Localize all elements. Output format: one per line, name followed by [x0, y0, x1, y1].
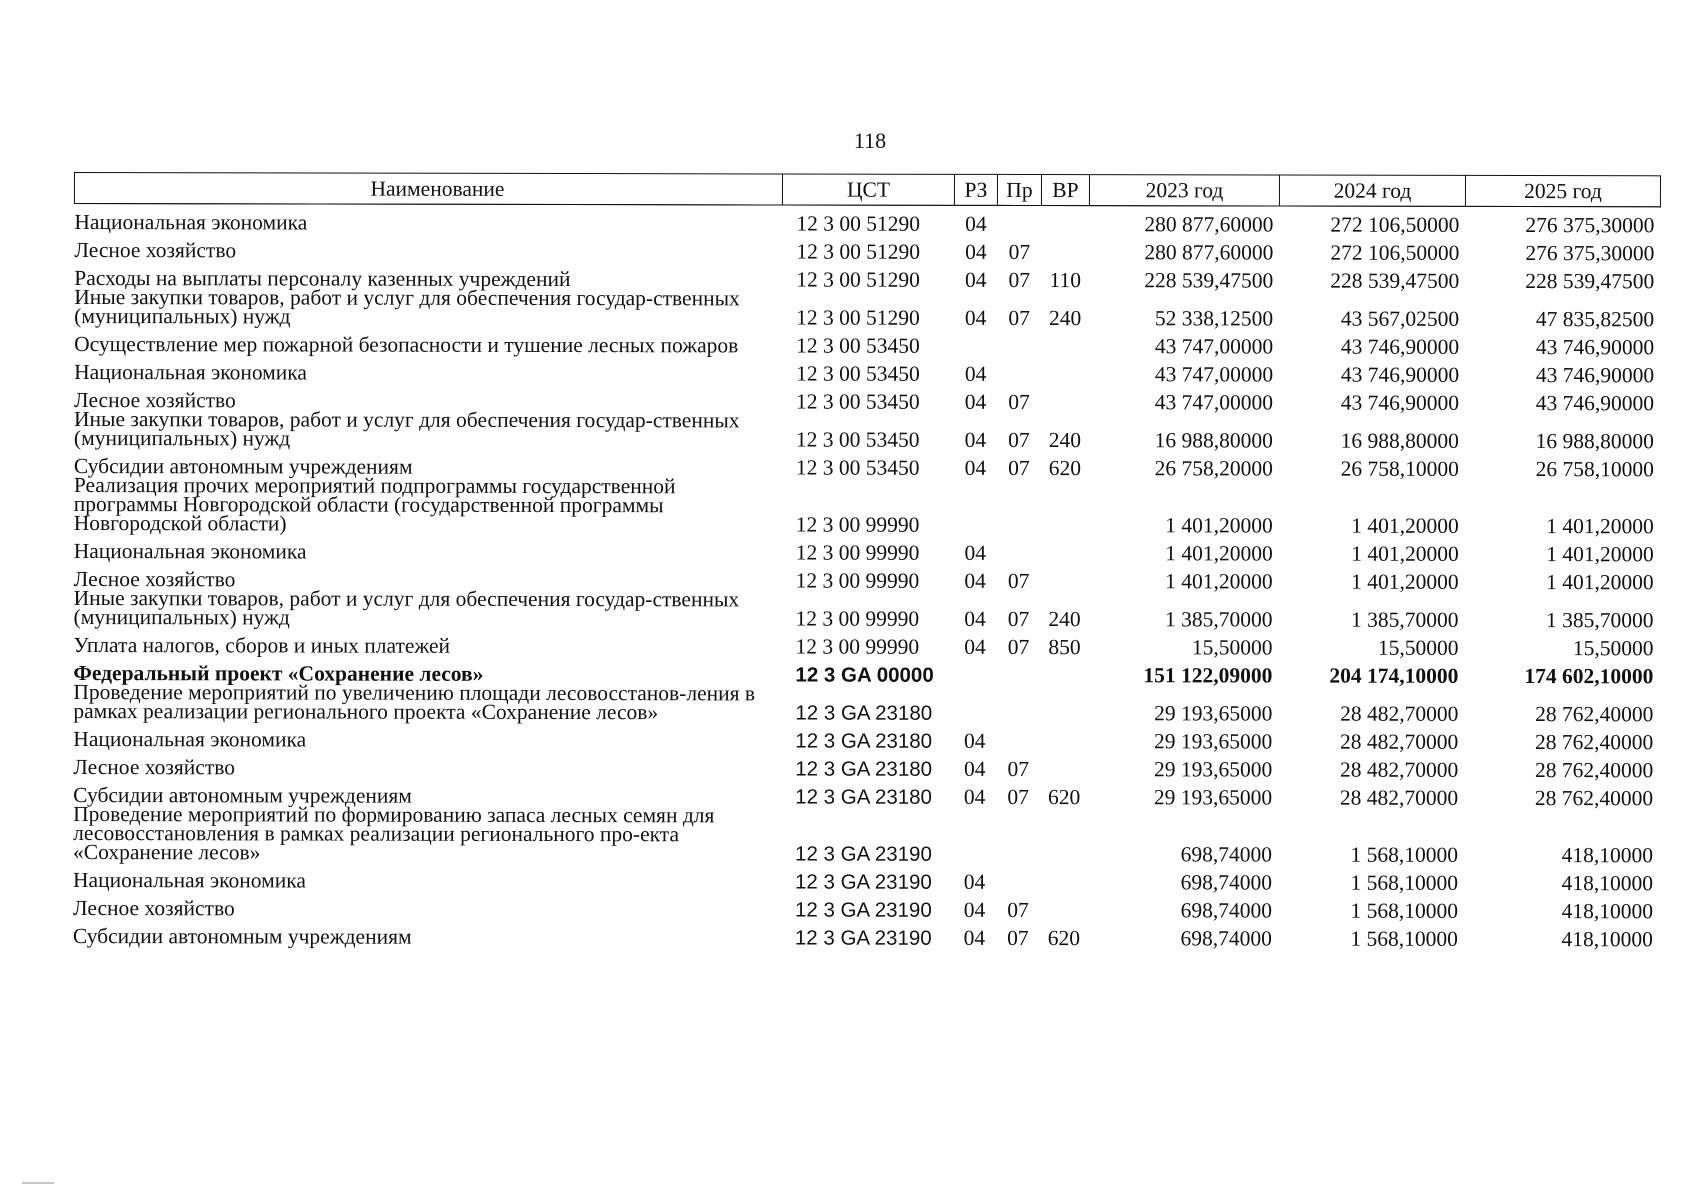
header-2024: 2024 год	[1279, 175, 1465, 206]
row-rz	[953, 685, 996, 723]
row-cst: 12 3 00 51290	[796, 305, 920, 330]
row-cst: 12 3 00 99990	[795, 512, 920, 537]
row-amount-2024: 28 482,70000	[1340, 701, 1459, 726]
row-amount-2023: 43 747,00000	[1154, 390, 1274, 415]
row-cst: 12 3 00 53450	[795, 455, 920, 480]
row-pr	[996, 723, 1040, 751]
row-amount-2025: 418,10000	[1561, 871, 1654, 896]
row-amount-2024: 1 401,20000	[1351, 513, 1459, 538]
row-vr	[1041, 206, 1089, 235]
row-pr	[997, 478, 1041, 535]
row-vr	[1041, 563, 1089, 591]
row-amount-2023: 698,74000	[1180, 898, 1272, 923]
row-cst: 12 3 GA 23190	[794, 926, 932, 950]
row-cst: 12 3 GA 23180	[795, 701, 933, 725]
row-cst: 12 3 00 99990	[795, 568, 920, 593]
row-amount-2023: 698,74000	[1180, 870, 1273, 895]
row-cst: 12 3 00 53450	[795, 427, 920, 452]
row-amount-2024: 26 758,10000	[1340, 456, 1459, 481]
row-rz: 04	[965, 267, 987, 292]
row-rz: 04	[964, 634, 986, 659]
row-amount-2025: 28 762,40000	[1535, 730, 1654, 755]
header-name: Наименование	[74, 173, 782, 205]
row-pr: 07	[1008, 389, 1030, 415]
row-amount-2023: 43 747,00000	[1154, 334, 1274, 359]
row-name: Федеральный проект «Сохранение лесов»	[73, 661, 484, 686]
row-amount-2024: 204 174,10000	[1329, 663, 1459, 688]
row-vr: 110	[1049, 268, 1082, 293]
row-amount-2024: 1 401,20000	[1351, 569, 1459, 594]
row-pr: 07	[1007, 897, 1029, 923]
row-amount-2025: 28 762,40000	[1534, 758, 1654, 783]
row-rz: 04	[964, 606, 986, 631]
page-number: 118	[853, 128, 887, 153]
row-vr: 850	[1048, 635, 1081, 660]
row-rz: 04	[963, 756, 986, 781]
row-pr: 07	[1007, 784, 1029, 810]
row-cst: 12 3 GA 23190	[794, 898, 932, 922]
row-amount-2024: 15,50000	[1377, 635, 1459, 660]
row-amount-2023: 1 401,20000	[1165, 541, 1273, 566]
row-cst: 12 3 00 99990	[795, 634, 920, 659]
row-pr	[996, 864, 1040, 892]
row-cst: 12 3 GA 23180	[795, 729, 933, 753]
row-amount-2023: 228 539,47500	[1144, 268, 1274, 293]
row-amount-2024: 43 746,90000	[1340, 362, 1460, 387]
table-row	[74, 589, 1660, 630]
row-name: Иные закупки товаров, работ и услуг для обеспечения государ-ственных (муниципальных) нужд	[73, 586, 740, 630]
header-cst: ЦСТ	[782, 174, 954, 205]
table-header	[74, 173, 1660, 207]
row-amount-2023: 29 193,65000	[1153, 757, 1273, 782]
row-pr	[996, 657, 1040, 685]
row-pr	[997, 535, 1041, 563]
row-amount-2023: 280 877,60000	[1144, 240, 1274, 265]
header-2023: 2023 год	[1089, 175, 1279, 206]
row-pr: 07	[1008, 267, 1031, 293]
row-name: Национальная экономика	[72, 867, 306, 893]
row-rz: 04	[965, 211, 987, 236]
row-pr	[997, 356, 1041, 384]
row-amount-2024: 272 106,50000	[1330, 240, 1460, 265]
row-name: Национальная экономика	[73, 726, 307, 752]
row-amount-2023: 1 385,70000	[1165, 607, 1273, 632]
row-vr: 240	[1048, 607, 1081, 632]
table-row	[74, 476, 1660, 536]
row-cst: 12 3 00 53450	[796, 333, 920, 358]
scan-artifact	[22, 1182, 54, 1184]
row-amount-2025: 418,10000	[1561, 899, 1653, 924]
row-amount-2025: 276 375,30000	[1525, 241, 1655, 266]
row-amount-2025: 43 746,90000	[1535, 363, 1655, 388]
row-amount-2024: 272 106,50000	[1330, 212, 1460, 237]
row-vr	[1040, 864, 1088, 892]
row-pr: 07	[1007, 606, 1030, 632]
row-amount-2025: 43 746,90000	[1535, 335, 1655, 360]
row-rz: 04	[964, 540, 986, 565]
row-amount-2024: 228 539,47500	[1330, 268, 1460, 293]
row-rz: 04	[963, 784, 986, 809]
row-amount-2024: 1 568,10000	[1350, 898, 1458, 923]
row-vr: 240	[1049, 306, 1082, 331]
table-row	[74, 288, 1660, 329]
row-cst: 12 3 00 99990	[795, 540, 920, 565]
row-amount-2023: 29 193,65000	[1154, 701, 1273, 726]
row-vr	[1040, 807, 1088, 864]
row-cst: 12 3 00 53450	[795, 389, 920, 414]
row-amount-2023: 280 877,60000	[1144, 212, 1274, 237]
row-vr: 620	[1048, 456, 1082, 481]
row-name: Проведение мероприятий по увеличению площади лесовосстанов-ления в рамках реализации регионального проекта «Сохранение лесов»	[73, 679, 756, 725]
row-amount-2024: 28 482,70000	[1339, 757, 1459, 782]
row-cst: 12 3 GA 00000	[795, 663, 934, 687]
row-name: Иные закупки товаров, работ и услуг для обеспечения государ-ственных (муниципальных) нужд	[73, 407, 740, 451]
row-name: Иные закупки товаров, работ и услуг для обеспечения государ-ственных (муниципальных) нужд	[74, 285, 740, 329]
row-amount-2025: 418,10000	[1561, 927, 1653, 952]
row-vr	[1040, 685, 1088, 723]
row-amount-2024: 1 568,10000	[1350, 870, 1459, 895]
row-amount-2023: 1 401,20000	[1165, 569, 1273, 594]
row-amount-2025: 28 762,40000	[1535, 702, 1654, 727]
row-amount-2023: 29 193,65000	[1154, 729, 1273, 754]
row-rz: 04	[963, 925, 986, 950]
table-row	[74, 410, 1660, 451]
row-name: Национальная экономика	[73, 539, 307, 564]
row-amount-2025: 1 401,20000	[1546, 514, 1654, 539]
row-cst: 12 3 00 53450	[796, 361, 920, 386]
row-amount-2023: 29 193,65000	[1153, 785, 1273, 810]
row-cst: 12 3 00 51290	[796, 267, 920, 292]
row-vr: 620	[1048, 785, 1081, 810]
row-amount-2025: 16 988,80000	[1535, 429, 1654, 454]
row-name: Лесное хозяйство	[72, 895, 235, 921]
row-pr	[996, 807, 1040, 864]
row-pr: 07	[1007, 634, 1030, 660]
row-name: Лесное хозяйство	[73, 754, 236, 780]
row-name: Уплата налогов, сборов и иных платежей	[73, 633, 451, 658]
row-pr: 07	[1007, 925, 1029, 951]
row-pr: 07	[1008, 427, 1030, 453]
row-amount-2024: 1 568,10000	[1350, 926, 1458, 951]
row-name: Лесное хозяйство	[73, 567, 236, 592]
row-amount-2023: 698,74000	[1180, 842, 1273, 867]
row-vr	[1041, 328, 1089, 356]
row-pr: 07	[1007, 568, 1030, 594]
row-amount-2025: 26 758,10000	[1535, 457, 1654, 482]
row-vr	[1040, 892, 1088, 920]
row-vr	[1041, 535, 1089, 563]
row-name: Лесное хозяйство	[73, 388, 236, 413]
row-name: Расходы на выплаты персоналу казенных учреждений	[74, 266, 571, 292]
row-cst: 12 3 GA 23180	[795, 785, 933, 809]
header-2025: 2025 год	[1465, 175, 1660, 206]
row-rz: 04	[964, 728, 986, 753]
row-vr: 240	[1048, 428, 1082, 453]
row-vr: 620	[1047, 926, 1081, 951]
row-name: Субсидии автономным учреждениям	[73, 782, 412, 808]
row-cst: 12 3 GA 23180	[795, 757, 933, 781]
row-amount-2024: 28 482,70000	[1340, 729, 1459, 754]
row-amount-2023: 151 122,09000	[1143, 663, 1273, 688]
row-amount-2024: 43 746,90000	[1340, 334, 1460, 359]
row-amount-2024: 1 401,20000	[1351, 541, 1459, 566]
table-body	[73, 204, 1661, 950]
row-rz: 04	[964, 389, 987, 414]
row-pr: 07	[1007, 756, 1030, 782]
row-vr	[1041, 384, 1089, 412]
row-amount-2025: 15,50000	[1572, 636, 1654, 661]
row-pr: 07	[1008, 239, 1031, 265]
row-amount-2023: 698,74000	[1180, 926, 1272, 951]
row-amount-2023: 16 988,80000	[1154, 428, 1273, 453]
row-amount-2023: 26 758,20000	[1154, 456, 1273, 481]
row-name: Лесное хозяйство	[74, 238, 237, 263]
row-rz	[953, 807, 996, 864]
row-vr	[1040, 751, 1088, 779]
row-rz: 04	[964, 455, 987, 480]
row-amount-2024: 1 385,70000	[1351, 607, 1459, 632]
row-cst: 12 3 00 99990	[795, 606, 920, 631]
row-vr	[1041, 234, 1089, 262]
table-row	[73, 683, 1659, 724]
row-amount-2023: 43 747,00000	[1154, 362, 1274, 387]
row-cst: 12 3 00 51290	[796, 211, 921, 236]
header-vr: ВР	[1041, 175, 1089, 206]
row-amount-2023: 52 338,12500	[1154, 306, 1274, 331]
row-amount-2024: 43 567,02500	[1340, 306, 1460, 331]
budget-table	[72, 172, 1661, 952]
row-rz	[954, 328, 997, 356]
row-amount-2024: 16 988,80000	[1340, 428, 1459, 453]
row-rz	[954, 478, 997, 535]
row-pr	[996, 685, 1040, 723]
row-amount-2025: 43 746,90000	[1535, 391, 1655, 416]
row-rz: 04	[964, 305, 987, 330]
row-amount-2025: 1 401,20000	[1546, 570, 1654, 595]
row-amount-2024: 28 482,70000	[1339, 785, 1459, 810]
budget-table-container	[72, 172, 1660, 952]
row-name: Реализация прочих мероприятий подпрограммы государственной программы Новгородской области (государственной программы Новгородской области)	[73, 473, 676, 536]
row-name: Субсидии автономным учреждениям	[73, 454, 413, 479]
row-cst: 12 3 GA 23190	[794, 870, 932, 894]
row-amount-2025: 47 835,82500	[1535, 307, 1655, 332]
row-vr	[1041, 478, 1089, 535]
row-rz: 04	[964, 568, 986, 593]
table-row	[74, 204, 1660, 236]
row-name: Проведение мероприятий по формированию запаса лесных семян для лесовосстановления в рамках реализации регионального про-екта «Сохранение лесов»	[73, 801, 715, 865]
row-rz: 04	[964, 427, 987, 452]
row-name: Субсидии автономным учреждениям	[72, 923, 412, 949]
row-pr: 07	[1008, 455, 1030, 481]
row-pr: 07	[1008, 305, 1030, 331]
table-row	[73, 805, 1659, 865]
row-cst: 12 3 GA 23190	[795, 842, 932, 866]
row-amount-2023: 15,50000	[1191, 635, 1273, 660]
header-pr: Пр	[997, 174, 1041, 205]
row-name: Национальная экономика	[74, 360, 307, 385]
row-rz	[953, 657, 996, 685]
row-rz: 04	[963, 897, 986, 922]
row-amount-2023: 1 401,20000	[1165, 513, 1273, 538]
row-amount-2025: 228 539,47500	[1525, 269, 1655, 294]
row-amount-2024: 1 568,10000	[1350, 842, 1459, 867]
row-name: Национальная экономика	[74, 210, 308, 235]
row-rz: 04	[963, 869, 986, 894]
row-vr	[1040, 723, 1088, 751]
row-amount-2025: 418,10000	[1561, 843, 1654, 868]
row-amount-2024: 43 746,90000	[1340, 390, 1460, 415]
row-amount-2025: 1 385,70000	[1546, 608, 1654, 633]
row-rz: 04	[965, 239, 987, 264]
row-vr	[1041, 356, 1089, 384]
row-amount-2025: 276 375,30000	[1525, 213, 1655, 238]
header-row	[74, 173, 1660, 207]
row-pr	[997, 328, 1041, 356]
row-vr	[1040, 657, 1088, 685]
row-pr	[997, 205, 1041, 234]
row-cst: 12 3 00 51290	[796, 239, 920, 264]
row-amount-2025: 28 762,40000	[1534, 786, 1654, 811]
row-rz: 04	[964, 361, 987, 386]
row-amount-2025: 1 401,20000	[1546, 542, 1654, 567]
header-rz: РЗ	[954, 174, 997, 205]
row-name: Осуществление мер пожарной безопасности и тушение лесных пожаров	[74, 332, 739, 358]
row-amount-2025: 174 602,10000	[1524, 664, 1654, 689]
